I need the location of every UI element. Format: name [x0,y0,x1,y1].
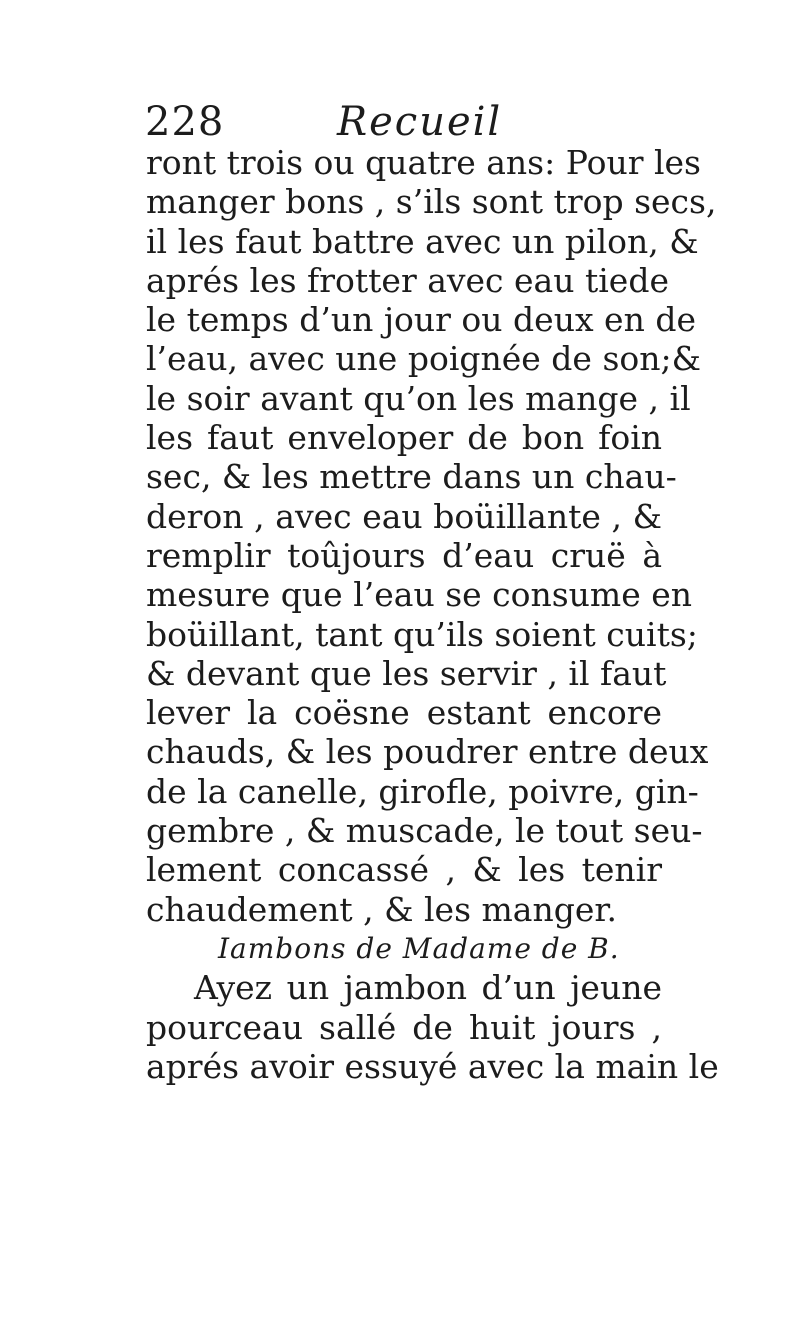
text-line: l’eau, avec une poignée de son;& [146,339,701,379]
text-line: chaudement , & les manger. [146,889,618,929]
text-line: pourceau sallé de huit jours , [146,1007,662,1047]
page-number: 228 [145,99,225,145]
text-line: lement concassé , & les tenir [146,850,662,890]
text-line: deron , avec eau boüillante , & [146,496,662,536]
section-heading: Iambons de Madame de B. [218,931,620,965]
text-line: aprés avoir essuyé avec la main le [146,1046,719,1086]
text-line: sec, & les mettre dans un chau- [146,457,677,497]
text-line: aprés les frotter avec eau tiede [146,260,669,300]
text-line: boüillant, tant qu’ils soient cuits; [146,614,698,654]
body-text [146,143,719,1086]
text-line: Ayez un jambon d’un jeune [194,968,662,1008]
text-line: & devant que les servir , il faut [146,653,667,693]
text-line: ront trois ou quatre ans: Pour les [146,143,701,182]
text-line: le temps d’un jour ou deux en de [146,300,696,340]
running-title: Recueil [337,99,503,145]
text-line: gembre , & muscade, le tout seu- [146,811,703,851]
text-line: il les faut battre avec un pilon, & [146,221,699,261]
text-line: manger bons , s’ils sont trop secs, [146,182,717,222]
text-line: remplir toûjours d’eau cruë à [146,535,662,575]
text-line: de la canelle, girofle, poivre, gin- [146,771,699,811]
text-line: le soir avant qu’on les mange , il [146,378,691,418]
text-line: lever la coësne estant encore [146,693,662,733]
text-line: mesure que l’eau se consume en [146,575,693,615]
text-line: les faut enveloper de bon foin [146,418,662,458]
text-line: chauds, & les poudrer entre deux [146,732,709,772]
